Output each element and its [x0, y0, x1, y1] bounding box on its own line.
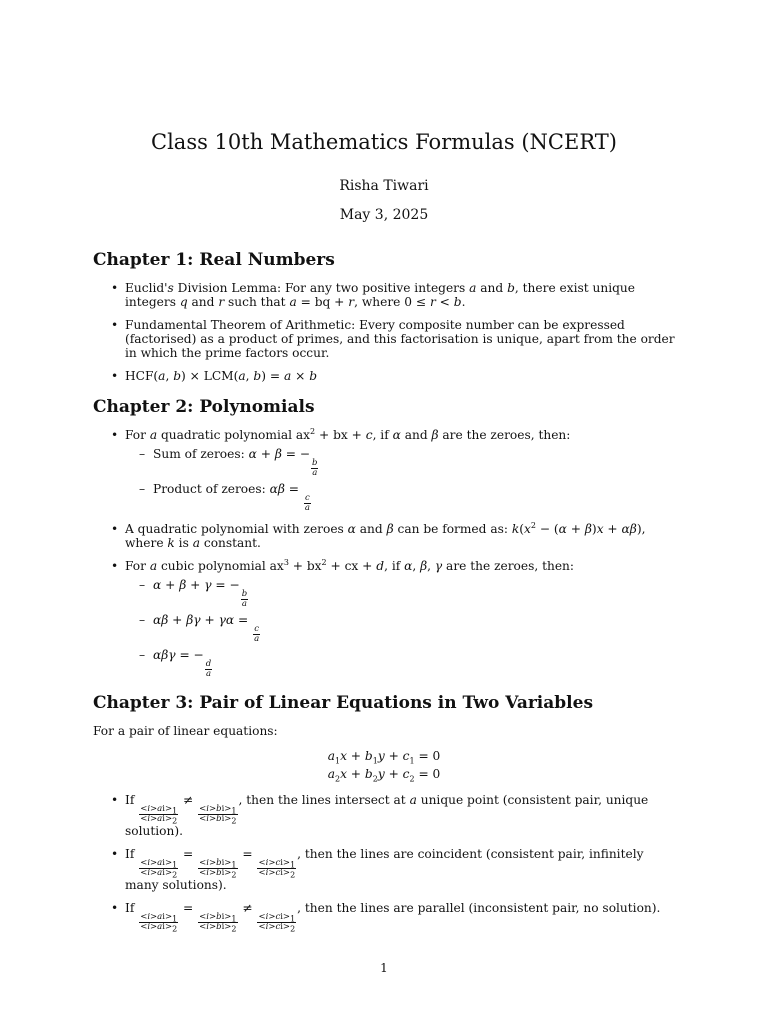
list-item — [125, 847, 675, 892]
linear-intro-text: For a pair of linear equations: — [93, 724, 278, 738]
product-of-zeroes-formula: Product of zeroes: αβ = $\frac{c}{a}$ — [153, 482, 310, 513]
sub-list-item — [153, 447, 675, 478]
list-item — [125, 428, 675, 513]
hcf-lcm-formula: HCF(a, b) × LCM(a, b) = a × b — [125, 369, 318, 383]
sub-list-item — [153, 613, 675, 644]
chapter-1-section — [93, 250, 675, 383]
document-title: Class 10th Mathematics Formulas (NCERT) — [151, 130, 617, 154]
equation-1: $a_1x + b_1y + c_1 = 0$ — [327, 749, 441, 766]
list-item — [125, 281, 675, 309]
cubic-product-formula: αβγ = − $\frac{d}{a}$ — [153, 648, 212, 679]
chapter-2-section — [93, 397, 675, 679]
chapter-3-section — [93, 693, 675, 932]
unique-solution-condition: If $\frac{<i>ai>_1}{<i>ai>_2}$ ≠ $\frac{<i>bi>_1}{<i>bi>_2}$ , then the lines intersect at a unique point (consistent pair, unique solution). — [125, 793, 649, 838]
quadratic-intro-text: For a quadratic polynomial $ax^2$ + bx + c, if α and β are the zeroes, then: — [125, 426, 571, 442]
list-item — [125, 369, 675, 383]
list-item — [125, 793, 675, 838]
cubic-pair-sum-formula: αβ + βγ + γα = $\frac{c}{a}$ — [153, 613, 260, 644]
list-item — [125, 522, 675, 550]
chapter-1-list — [93, 281, 675, 383]
euclid-lemma-text: Euclid's Division Lemma: For any two positive integers a and b, there exist unique integers q and r such that a = bq + r, where 0 ≤ r < b. — [125, 281, 635, 309]
chapter-3-list — [93, 793, 675, 932]
cubic-sum-formula: α + β + γ = − $\frac{b}{a}$ — [153, 578, 248, 609]
list-item — [125, 318, 675, 360]
list-item — [125, 559, 675, 679]
sub-list-item — [153, 578, 675, 609]
coincident-condition: If $\frac{<i>ai>_1}{<i>ai>_2}$ = $\frac{<i>bi>_1}{<i>bi>_2}$ = $\frac{<i>ci>_1}{<i>ci>_2}$ , then the lines are coincident (consistent pair, infinitely many solutions). — [125, 847, 644, 892]
document-date: May 3, 2025 — [339, 207, 429, 223]
sum-of-zeroes-formula: Sum of zeroes: α + β = − $\frac{b}{a}$ — [153, 447, 318, 478]
chapter-2-list — [93, 428, 675, 679]
linear-equations-display — [93, 747, 675, 783]
chapter-1-heading: Chapter 1: Real Numbers — [93, 250, 335, 270]
sub-list-item — [153, 482, 675, 513]
document-author: Risha Tiwari — [339, 178, 429, 194]
equation-2: $a_2x + b_2y + c_2 = 0$ — [327, 767, 441, 784]
parallel-condition: If $\frac{<i>ai>_1}{<i>ai>_2}$ = $\frac{<i>bi>_1}{<i>bi>_2}$ ≠ $\frac{<i>ci>_1}{<i>ci>_2}$ , then the lines are parallel (inconsistent pair, no solution). — [125, 901, 661, 934]
fundamental-theorem-text: Fundamental Theorem of Arithmetic: Every composite number can be expressed (factorised) as a product of primes, and this factorisation is unique, apart from the order in which the prime factors occur. — [125, 318, 675, 360]
page-number: 1 — [380, 961, 388, 975]
quadratic-formation-text: A quadratic polynomial with zeroes α and β can be formed as: $k(x^2 - (\alpha + \beta)x + \alpha\beta)$, where k is a constant. — [125, 520, 646, 550]
cubic-intro-text: For a cubic polynomial $ax^3 + bx^2$ + cx + d, if α, β, γ are the zeroes, then: — [125, 557, 575, 573]
list-item — [125, 901, 675, 932]
document-body — [93, 250, 675, 941]
cubic-zero-relations — [125, 578, 675, 679]
chapter-2-heading: Chapter 2: Polynomials — [93, 397, 315, 417]
sub-list-item — [153, 648, 675, 679]
quadratic-zero-relations — [125, 447, 675, 513]
chapter-3-heading: Chapter 3: Pair of Linear Equations in Two Variables — [93, 693, 594, 713]
